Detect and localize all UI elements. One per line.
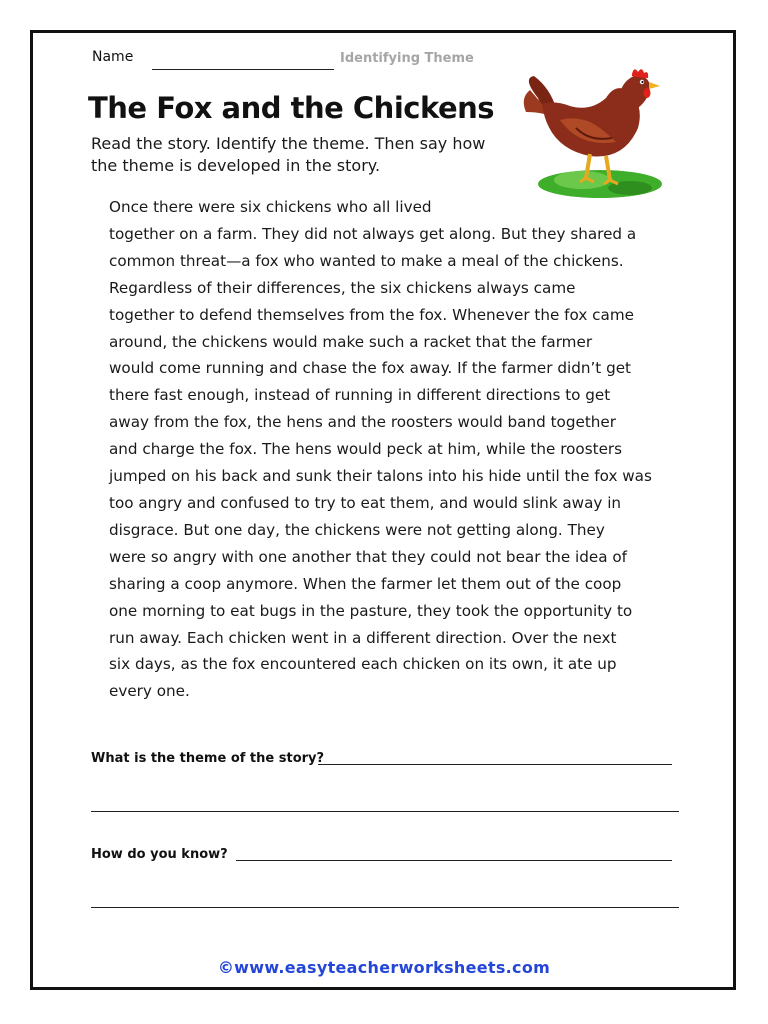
name-label: Name — [92, 49, 134, 65]
story-line: would come running and chase the fox away. If the farmer didn’t get — [109, 359, 632, 378]
page-title: The Fox and the Chickens — [88, 91, 495, 125]
theme-answer-line-2[interactable] — [91, 811, 679, 812]
story-line: sharing a coop anymore. When the farmer let them out of the coop — [109, 574, 622, 593]
footer-website-link[interactable]: ©www.easyteacherworksheets.com — [217, 958, 551, 977]
story-line: together to defend themselves from the fox. Whenever the fox came — [109, 305, 634, 324]
story-line: common threat—a fox who wanted to make a meal of the chickens. — [109, 251, 624, 270]
question-theme: What is the theme of the story? — [91, 751, 325, 766]
story-line: around, the chickens would make such a racket that the farmer — [109, 332, 593, 351]
story-line: away from the fox, the hens and the roosters would band together — [109, 413, 616, 432]
how-know-answer-line-2[interactable] — [91, 907, 679, 908]
hen-beak — [649, 82, 660, 89]
story-line: and charge the fox. The hens would peck at him, while the roosters — [109, 440, 623, 459]
story-line: together on a farm. They did not always get along. But they shared a — [109, 224, 637, 243]
theme-answer-line[interactable] — [318, 764, 672, 765]
story-line: jumped on his back and sunk their talons into his hide until the fox was — [109, 467, 652, 486]
story-line: six days, as the fox encountered each chicken on its own, it ate up — [109, 655, 617, 674]
name-input-line[interactable] — [152, 69, 334, 70]
story-line: were so angry with one another that they could not bear the idea of — [109, 547, 628, 566]
story-text — [109, 194, 664, 705]
story-line: one morning to eat bugs in the pasture, they took the opportunity to — [109, 601, 633, 620]
worksheet-tag: Identifying Theme — [340, 51, 474, 66]
how-know-answer-line[interactable] — [236, 860, 672, 861]
story-line: Once there were six chickens who all lived — [109, 198, 432, 216]
story-line: there fast enough, instead of running in different directions to get — [109, 386, 611, 405]
question-how-know: How do you know? — [91, 847, 228, 862]
story-line: every one. — [109, 682, 190, 701]
instructions: Read the story. Identify the theme. Then say how the theme is developed in the story. — [91, 134, 486, 175]
story-line: run away. Each chicken went in a different direction. Over the next — [109, 628, 617, 647]
story-line: Regardless of their differences, the six chickens always came — [109, 278, 576, 297]
story-line: disgrace. But one day, the chickens were not getting along. They — [109, 520, 605, 539]
story-line: too angry and confused to try to eat them, and would slink away in — [109, 493, 622, 512]
chicken-illustration — [520, 68, 670, 203]
